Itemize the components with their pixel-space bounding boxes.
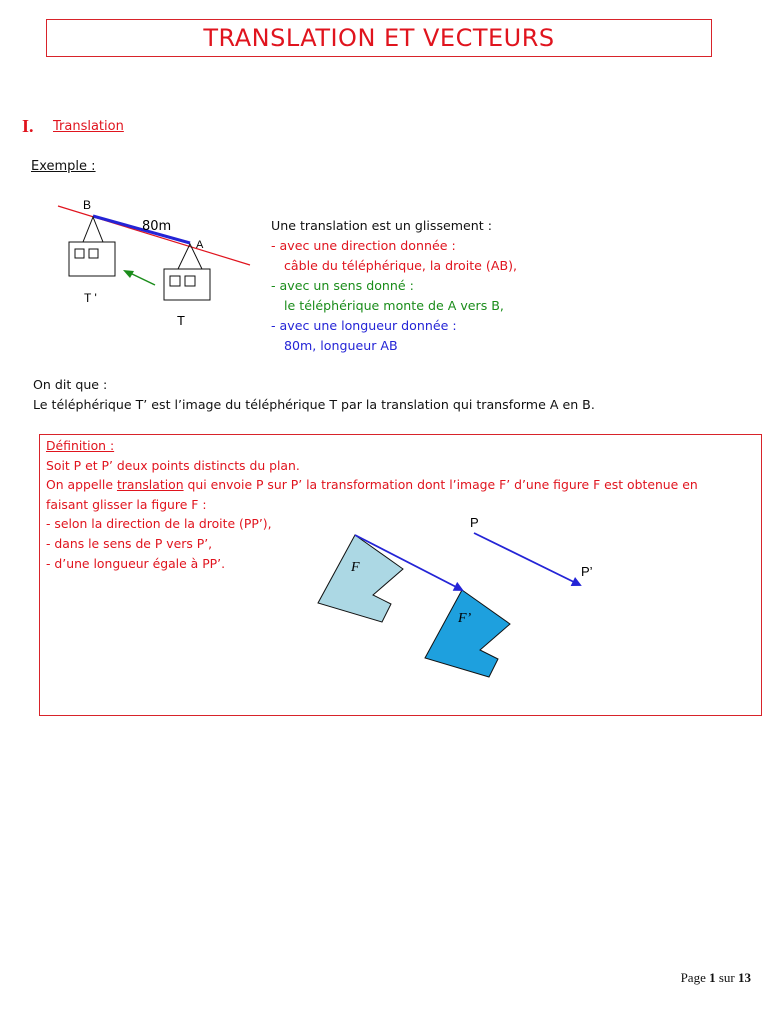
desc-line: Une translation est un glissement : [271, 218, 492, 233]
point-p-label: P [470, 515, 479, 530]
definition-line [46, 475, 698, 495]
on-dit-line: Le téléphérique T’ est l’image du téléphérique T par la translation qui transforme A en B. [33, 396, 595, 412]
desc-line: - avec une longueur donnée : [271, 318, 457, 333]
cabin-t [164, 269, 210, 300]
desc-line: - avec un sens donné : [271, 278, 414, 293]
section-number: I. [22, 116, 34, 136]
point-a-label: A [196, 239, 204, 251]
motion-arrow [130, 273, 155, 285]
figure-f-prime [425, 590, 510, 677]
point-b-label: B [83, 198, 92, 212]
desc-line: câble du téléphérique, la droite (AB), [284, 258, 518, 273]
point-p-prime-label: P’ [581, 564, 593, 579]
on-dit-block [33, 375, 595, 414]
cabin-t-prime [69, 242, 115, 276]
example-description [271, 216, 517, 356]
cabin-t-label: T [177, 313, 185, 328]
page-title: TRANSLATION ET VECTEURS [203, 24, 555, 52]
desc-line: le téléphérique monte de A vers B, [284, 298, 504, 313]
definition-heading: Définition : [46, 438, 115, 453]
section-title: Translation [53, 119, 124, 134]
cabin-t-prime-label: T ' [84, 291, 97, 305]
footer-page: 1 [709, 970, 716, 985]
cable-car-figure [50, 190, 270, 340]
title-box [46, 19, 712, 57]
example-label: Exemple : [31, 159, 96, 174]
definition-line: faisant glisser la figure F : [46, 496, 207, 512]
figure-f-prime-label: F’ [458, 611, 472, 626]
figure-f-label: F [351, 560, 360, 575]
footer-prefix: Page [680, 970, 710, 985]
length-label: 80m [142, 219, 172, 234]
definition-bullet: - d’une longueur égale à PP’. [46, 555, 226, 571]
figure-f [318, 535, 403, 622]
footer-middle: sur [715, 970, 738, 985]
cabin-t-prime-hanger [83, 217, 103, 242]
desc-line: - avec une direction donnée : [271, 238, 456, 253]
on-dit-line: On dit que : [33, 377, 108, 392]
translation-figure [310, 505, 610, 685]
footer-total: 13 [738, 970, 751, 985]
desc-line: 80m, longueur AB [284, 338, 398, 353]
definition-bullet: - dans le sens de P vers P’, [46, 535, 213, 551]
definition-line: Soit P et P’ deux points distincts du plan. [46, 457, 300, 473]
definition-text-part: qui envoie P sur P’ la transformation dont l’image F’ d’une figure F est obtenue en [183, 477, 698, 493]
definition-term: translation [116, 477, 184, 493]
page-footer [681, 970, 751, 986]
definition-text-part: On appelle [46, 477, 117, 493]
definition-bullet: - selon la direction de la droite (PP’), [46, 516, 272, 532]
vector-pp-prime [474, 533, 580, 585]
